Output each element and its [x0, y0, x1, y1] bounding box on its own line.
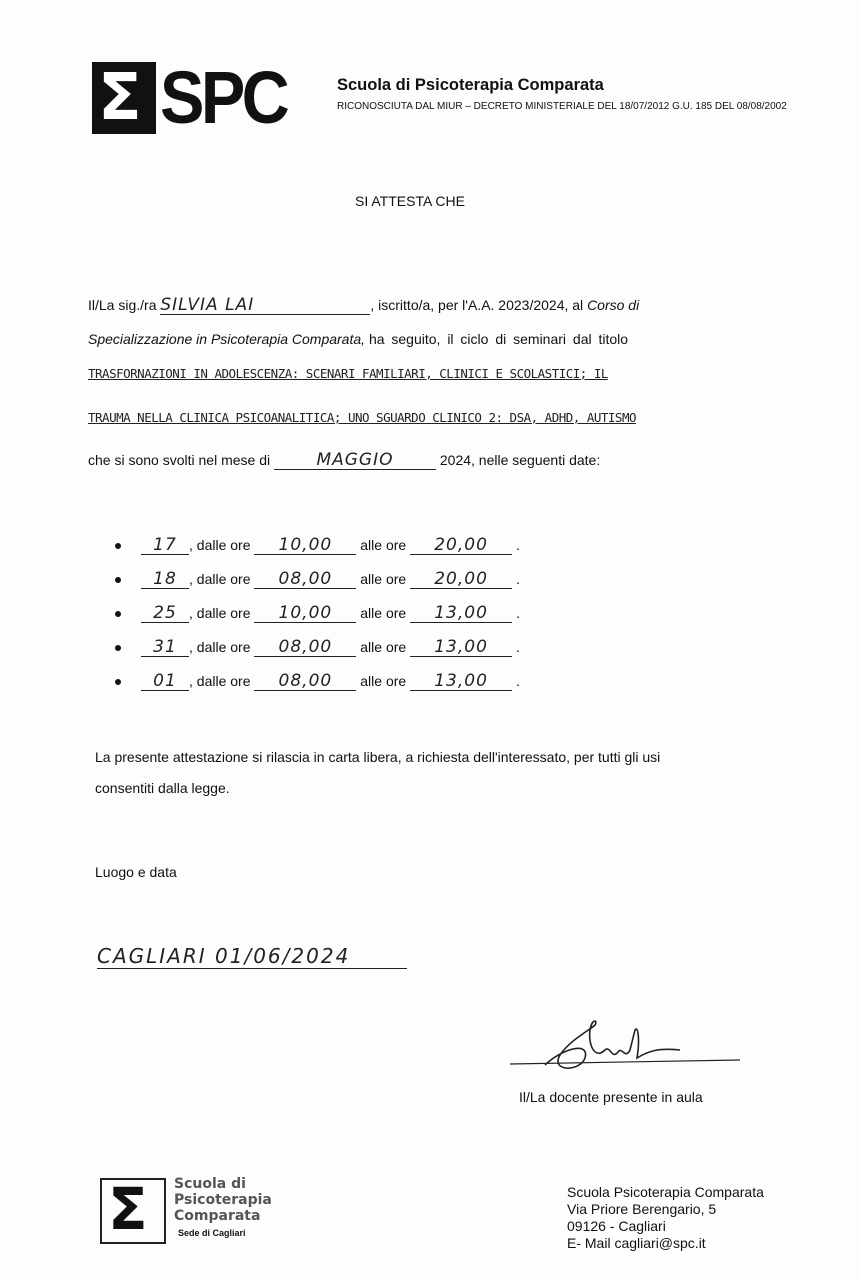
month-value: MAGGIO: [274, 451, 436, 470]
label: 2024, nelle seguenti date:: [439, 452, 601, 468]
to-time: 13,00: [410, 604, 512, 623]
label: che si sono svolti nel mese di: [88, 452, 271, 468]
course-text: Specializzazione in Psicoterapia Comparata,: [88, 331, 366, 347]
student-name: SILVIA LAI: [160, 296, 370, 315]
day-value: 18: [141, 570, 189, 589]
signature-label: Il/La docente presente in aula: [519, 1089, 703, 1105]
closing-line-2: consentiti dalla legge.: [95, 780, 230, 796]
place-date-value: CAGLIARI 01/06/2024: [97, 944, 407, 969]
from-time: 10,00: [254, 604, 356, 623]
day-value: 31: [141, 638, 189, 657]
date-row: [115, 570, 520, 589]
label: Il/La sig./ra: [88, 297, 157, 313]
decree-text: RICONOSCIUTA DAL MIUR – DECRETO MINISTERIALE DEL 18/07/2012 G.U. 185 DEL 08/08/2002: [337, 101, 787, 112]
heading: SI ATTESTA CHE: [355, 193, 465, 209]
paragraph-line-5: [88, 451, 600, 470]
signature-image: [500, 1010, 750, 1080]
label: , dalle ore: [189, 571, 251, 587]
address-line: E- Mail cagliari@spc.it: [567, 1235, 706, 1251]
closing-line-1: La presente attestazione si rilascia in carta libera, a richiesta dell'interessato, per tutti gli usi: [95, 749, 661, 765]
label: , dalle ore: [189, 673, 251, 689]
logo-line: Scuola di: [174, 1176, 246, 1192]
label: .: [515, 605, 520, 621]
address-line: Scuola Psicoterapia Comparata: [567, 1184, 764, 1200]
to-time: 20,00: [410, 536, 512, 555]
date-row: [115, 638, 520, 657]
label: alle ore: [360, 673, 407, 689]
place-label: Luogo e data: [95, 864, 177, 880]
label: .: [515, 639, 520, 655]
spc-logo: [92, 56, 287, 139]
label: alle ore: [360, 605, 407, 621]
sigma-icon: Σ: [108, 1175, 148, 1243]
label: , iscritto/a, per l'A.A. 2023/2024, al: [370, 297, 584, 313]
label: .: [515, 537, 520, 553]
from-time: 08,00: [254, 672, 356, 691]
sigma-icon: Σ: [98, 61, 142, 135]
school-name: Scuola di Psicoterapia Comparata: [337, 76, 604, 94]
label: alle ore: [360, 639, 407, 655]
logo-line: Comparata: [174, 1208, 261, 1224]
address-line: Via Priore Berengario, 5: [567, 1201, 717, 1217]
label: , dalle ore: [189, 605, 251, 621]
label: .: [515, 571, 520, 587]
day-value: 17: [141, 536, 189, 555]
bullet-icon: [115, 543, 121, 549]
from-time: 08,00: [254, 638, 356, 657]
to-time: 13,00: [410, 638, 512, 657]
logo-line: Psicoterapia: [174, 1192, 272, 1208]
logo-sede: Sede di Cagliari: [178, 1228, 246, 1238]
bullet-icon: [115, 679, 121, 685]
seminar-title-line-1: TRASFORNAZIONI IN ADOLESCENZA: SCENARI FAMILIARI, CLINICI E SCOLASTICI; IL: [88, 366, 608, 381]
to-time: 20,00: [410, 570, 512, 589]
date-row: [115, 536, 520, 555]
course-text: Corso di: [587, 297, 640, 313]
footer-address: [567, 1184, 764, 1252]
address-line: 09126 - Cagliari: [567, 1218, 666, 1234]
paragraph-line-1: [88, 296, 639, 315]
day-value: 25: [141, 604, 189, 623]
logo-text: SPC: [160, 56, 287, 139]
label: alle ore: [360, 571, 407, 587]
day-value: 01: [141, 672, 189, 691]
paragraph-line-2: [88, 331, 628, 347]
bullet-icon: [115, 645, 121, 651]
label: , dalle ore: [189, 537, 251, 553]
date-row: [115, 604, 520, 623]
to-time: 13,00: [410, 672, 512, 691]
bullet-icon: [115, 611, 121, 617]
seminar-title-line-2: TRAUMA NELLA CLINICA PSICOANALITICA; UNO SGUARDO CLINICO 2: DSA, ADHD, AUTISMO: [88, 410, 636, 425]
label: ha seguito, il ciclo di seminari dal titolo: [368, 331, 629, 347]
label: , dalle ore: [189, 639, 251, 655]
bullet-icon: [115, 577, 121, 583]
label: .: [515, 673, 520, 689]
label: alle ore: [360, 537, 407, 553]
date-row: [115, 672, 520, 691]
from-time: 10,00: [254, 536, 356, 555]
from-time: 08,00: [254, 570, 356, 589]
